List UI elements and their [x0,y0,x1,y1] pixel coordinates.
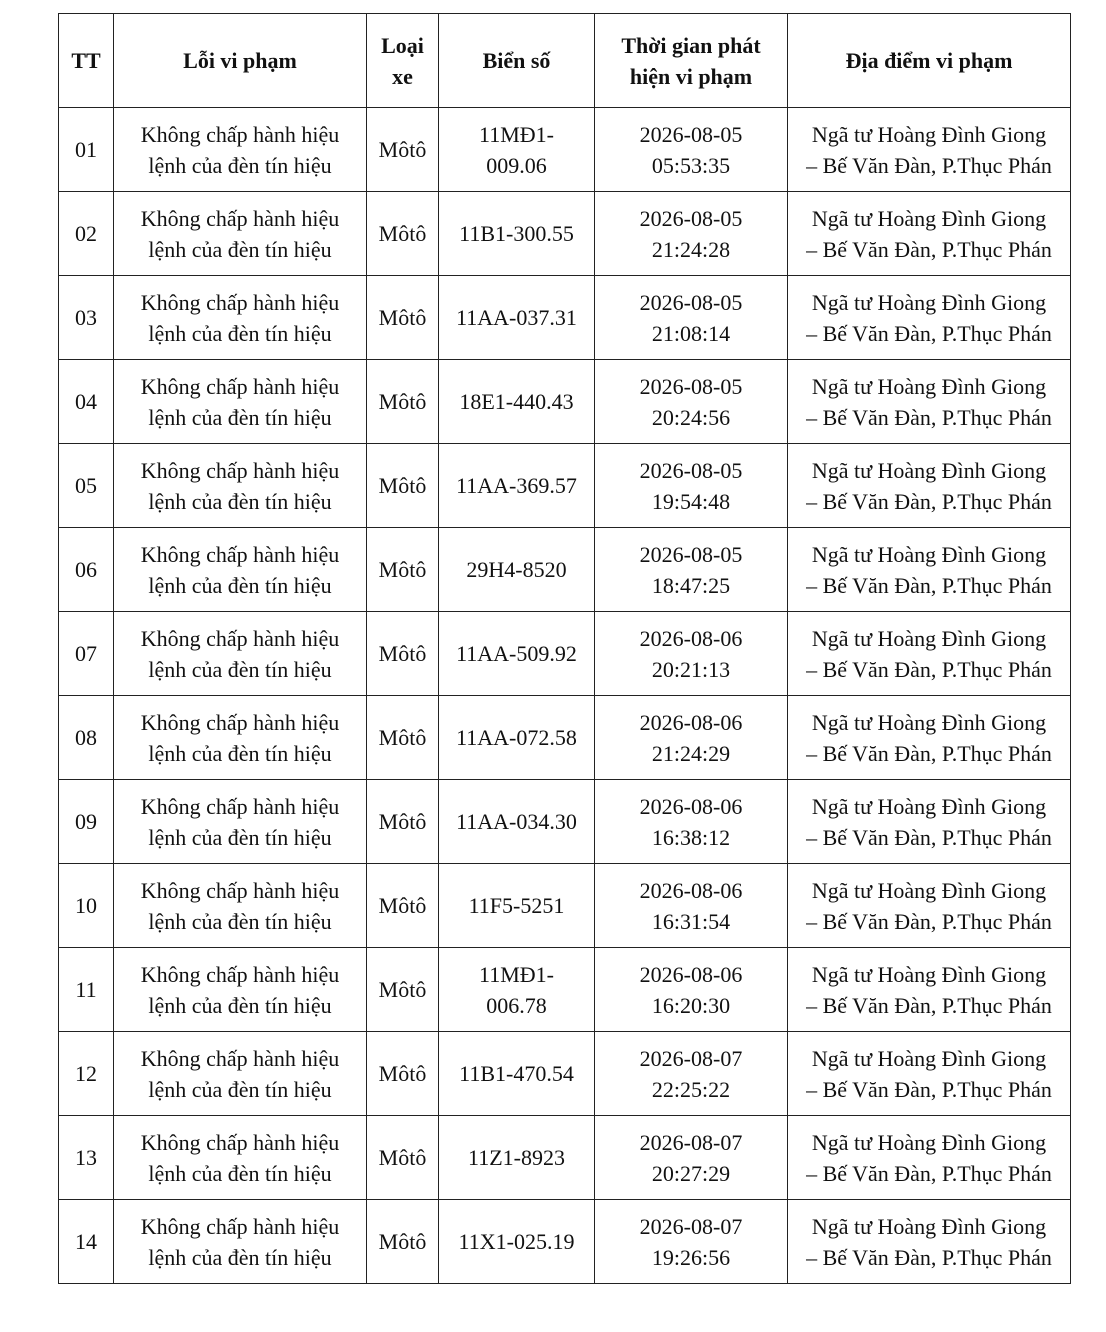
cell-time [595,1116,788,1200]
cell-location-line: Ngã tư Hoàng Đình Giong [811,625,1047,651]
table-row [59,864,1071,948]
cell-violation-line: Không chấp hành hiệu [140,709,340,735]
cell-date: 2026-08-06 [639,961,743,987]
cell-tt: 08 [59,696,114,780]
cell-location-line: Ngã tư Hoàng Đình Giong [811,541,1047,567]
cell-date: 2026-08-05 [639,541,743,567]
cell-location [788,192,1071,276]
cell-location-line: Ngã tư Hoàng Đình Giong [811,709,1047,735]
cell-tt: 04 [59,360,114,444]
cell-violation-line: lệnh của đèn tín hiệu [148,908,332,934]
cell-plate-line: 11AA-037.31 [456,305,577,330]
cell-plate-line: 11AA-034.30 [456,809,577,834]
cell-violation-line: Không chấp hành hiệu [140,625,340,651]
cell-time [595,1032,788,1116]
cell-location-line: – Bế Văn Đàn, P.Thục Phán [806,152,1052,178]
cell-violation [114,108,367,192]
cell-violation [114,192,367,276]
cell-vehicle-type: Môtô [367,1116,439,1200]
cell-clock: 21:08:14 [651,320,731,346]
table-row [59,528,1071,612]
cell-location-line: – Bế Văn Đàn, P.Thục Phán [806,236,1052,262]
cell-plate-line: 11Z1-8923 [468,1145,565,1170]
cell-violation [114,696,367,780]
cell-location [788,612,1071,696]
table-body [59,108,1071,1284]
cell-plate [439,276,595,360]
header-violation: Lỗi vi phạm [114,14,367,108]
cell-time [595,1200,788,1284]
cell-violation-line: lệnh của đèn tín hiệu [148,320,332,346]
table-row [59,108,1071,192]
cell-tt: 02 [59,192,114,276]
cell-location [788,360,1071,444]
header-row [59,14,1071,108]
cell-plate-line: 11AA-509.92 [456,641,577,666]
cell-plate [439,948,595,1032]
header-time [595,14,788,108]
cell-violation-line: Không chấp hành hiệu [140,1129,340,1155]
cell-vehicle-type: Môtô [367,1032,439,1116]
cell-date: 2026-08-06 [639,877,743,903]
cell-vehicle-type: Môtô [367,1200,439,1284]
cell-location-line: – Bế Văn Đàn, P.Thục Phán [806,908,1052,934]
cell-time [595,444,788,528]
cell-time [595,948,788,1032]
cell-date: 2026-08-05 [639,121,743,147]
cell-vehicle-type: Môtô [367,108,439,192]
cell-date: 2026-08-05 [639,373,743,399]
header-vehicle-type-line: xe [392,63,413,89]
cell-date: 2026-08-07 [639,1045,743,1071]
cell-vehicle-type: Môtô [367,276,439,360]
header-time-line: Thời gian phát [621,32,761,58]
cell-date: 2026-08-06 [639,625,743,651]
cell-violation [114,1200,367,1284]
cell-clock: 16:20:30 [651,992,731,1018]
header-tt: TT [59,14,114,108]
cell-violation-line: Không chấp hành hiệu [140,205,340,231]
cell-location-line: – Bế Văn Đàn, P.Thục Phán [806,320,1052,346]
cell-date: 2026-08-05 [639,205,743,231]
cell-time [595,696,788,780]
cell-location-line: Ngã tư Hoàng Đình Giong [811,205,1047,231]
cell-tt: 09 [59,780,114,864]
cell-location [788,864,1071,948]
cell-vehicle-type: Môtô [367,360,439,444]
cell-location-line: Ngã tư Hoàng Đình Giong [811,1213,1047,1239]
cell-clock: 05:53:35 [651,152,731,178]
cell-location [788,276,1071,360]
cell-date: 2026-08-06 [639,793,743,819]
header-vehicle-type-line: Loại [381,32,424,58]
cell-violation [114,444,367,528]
table-row [59,612,1071,696]
cell-plate-line: 11B1-470.54 [459,1061,574,1086]
cell-plate-line: 29H4-8520 [466,557,567,582]
cell-location-line: – Bế Văn Đàn, P.Thục Phán [806,1244,1052,1270]
cell-location [788,1032,1071,1116]
cell-plate [439,108,595,192]
cell-clock: 19:26:56 [651,1244,731,1270]
cell-plate [439,864,595,948]
cell-location-line: Ngã tư Hoàng Đình Giong [811,793,1047,819]
cell-plate [439,612,595,696]
cell-plate [439,1200,595,1284]
cell-tt: 14 [59,1200,114,1284]
cell-clock: 22:25:22 [651,1076,731,1102]
cell-location-line: – Bế Văn Đàn, P.Thục Phán [806,1076,1052,1102]
cell-plate-line: 11B1-300.55 [459,221,574,246]
cell-violation [114,612,367,696]
cell-tt: 01 [59,108,114,192]
cell-clock: 20:27:29 [651,1160,731,1186]
cell-violation [114,276,367,360]
table-row [59,360,1071,444]
cell-vehicle-type: Môtô [367,528,439,612]
cell-clock: 20:21:13 [651,656,731,682]
cell-tt: 12 [59,1032,114,1116]
cell-plate-line: 11AA-072.58 [456,725,577,750]
cell-location [788,1200,1071,1284]
cell-location-line: – Bế Văn Đàn, P.Thục Phán [806,824,1052,850]
cell-date: 2026-08-07 [639,1129,743,1155]
cell-location-line: Ngã tư Hoàng Đình Giong [811,961,1047,987]
cell-time [595,276,788,360]
cell-violation-line: lệnh của đèn tín hiệu [148,1076,332,1102]
cell-date: 2026-08-05 [639,289,743,315]
table-row [59,276,1071,360]
cell-violation [114,528,367,612]
cell-plate-line: 11MĐ1- [479,121,554,147]
cell-violation-line: Không chấp hành hiệu [140,541,340,567]
cell-plate [439,444,595,528]
cell-plate [439,360,595,444]
cell-location-line: – Bế Văn Đàn, P.Thục Phán [806,740,1052,766]
cell-plate [439,1032,595,1116]
cell-violation-line: Không chấp hành hiệu [140,1213,340,1239]
cell-time [595,192,788,276]
cell-location [788,108,1071,192]
cell-plate [439,192,595,276]
cell-plate-line: 11AA-369.57 [456,473,577,498]
cell-violation [114,948,367,1032]
cell-vehicle-type: Môtô [367,696,439,780]
cell-violation-line: lệnh của đèn tín hiệu [148,824,332,850]
table-row [59,780,1071,864]
cell-time [595,528,788,612]
cell-plate [439,528,595,612]
cell-location-line: Ngã tư Hoàng Đình Giong [811,877,1047,903]
cell-violation-line: Không chấp hành hiệu [140,1045,340,1071]
cell-violation-line: Không chấp hành hiệu [140,121,340,147]
cell-clock: 19:54:48 [651,488,731,514]
cell-violation-line: Không chấp hành hiệu [140,961,340,987]
table-row [59,192,1071,276]
cell-violation-line: Không chấp hành hiệu [140,373,340,399]
cell-clock: 21:24:29 [651,740,731,766]
cell-plate-line: 18E1-440.43 [459,389,574,414]
cell-violation-line: lệnh của đèn tín hiệu [148,404,332,430]
cell-vehicle-type: Môtô [367,612,439,696]
cell-violation-line: Không chấp hành hiệu [140,289,340,315]
cell-location-line: – Bế Văn Đàn, P.Thục Phán [806,488,1052,514]
cell-tt: 13 [59,1116,114,1200]
cell-clock: 21:24:28 [651,236,731,262]
cell-violation-line: Không chấp hành hiệu [140,457,340,483]
cell-clock: 16:38:12 [651,824,731,850]
table-row [59,1032,1071,1116]
cell-date: 2026-08-07 [639,1213,743,1239]
header-vehicle-type [367,14,439,108]
cell-time [595,780,788,864]
cell-violation-line: Không chấp hành hiệu [140,793,340,819]
cell-plate [439,696,595,780]
cell-violation-line: lệnh của đèn tín hiệu [148,236,332,262]
cell-violation-line: lệnh của đèn tín hiệu [148,488,332,514]
cell-violation-line: lệnh của đèn tín hiệu [148,1160,332,1186]
table-header [59,14,1071,108]
cell-plate-line: 11X1-025.19 [458,1229,575,1254]
header-location: Địa điểm vi phạm [788,14,1071,108]
cell-location-line: – Bế Văn Đàn, P.Thục Phán [806,404,1052,430]
table-row [59,696,1071,780]
table-row [59,1116,1071,1200]
cell-location-line: Ngã tư Hoàng Đình Giong [811,289,1047,315]
cell-location [788,780,1071,864]
cell-location-line: – Bế Văn Đàn, P.Thục Phán [806,1160,1052,1186]
cell-tt: 06 [59,528,114,612]
cell-violation-line: lệnh của đèn tín hiệu [148,572,332,598]
cell-location-line: Ngã tư Hoàng Đình Giong [811,373,1047,399]
cell-time [595,108,788,192]
violations-table [58,13,1071,1284]
cell-tt: 10 [59,864,114,948]
cell-plate-line: 11MĐ1- [479,961,554,987]
cell-location [788,948,1071,1032]
cell-vehicle-type: Môtô [367,192,439,276]
cell-clock: 18:47:25 [651,572,731,598]
cell-clock: 16:31:54 [651,908,731,934]
cell-vehicle-type: Môtô [367,948,439,1032]
cell-tt: 11 [59,948,114,1032]
cell-violation-line: lệnh của đèn tín hiệu [148,740,332,766]
table-row [59,948,1071,1032]
cell-date: 2026-08-05 [639,457,743,483]
table-row [59,444,1071,528]
cell-violation-line: Không chấp hành hiệu [140,877,340,903]
cell-plate [439,1116,595,1200]
cell-tt: 03 [59,276,114,360]
cell-plate-line: 006.78 [486,992,547,1018]
cell-vehicle-type: Môtô [367,864,439,948]
cell-tt: 07 [59,612,114,696]
cell-location [788,444,1071,528]
cell-violation [114,780,367,864]
header-time-line: hiện vi phạm [629,63,753,89]
cell-plate-line: 11F5-5251 [468,893,565,918]
cell-violation-line: lệnh của đèn tín hiệu [148,1244,332,1270]
cell-violation [114,1032,367,1116]
cell-time [595,612,788,696]
cell-violation-line: lệnh của đèn tín hiệu [148,992,332,1018]
cell-location [788,696,1071,780]
cell-location-line: Ngã tư Hoàng Đình Giong [811,1045,1047,1071]
cell-violation-line: lệnh của đèn tín hiệu [148,656,332,682]
cell-plate [439,780,595,864]
table-row [59,1200,1071,1284]
cell-time [595,360,788,444]
cell-location-line: Ngã tư Hoàng Đình Giong [811,457,1047,483]
cell-time [595,864,788,948]
cell-violation-line: lệnh của đèn tín hiệu [148,152,332,178]
header-plate: Biển số [439,14,595,108]
cell-plate-line: 009.06 [486,152,547,178]
cell-violation [114,1116,367,1200]
cell-tt: 05 [59,444,114,528]
cell-location-line: – Bế Văn Đàn, P.Thục Phán [806,656,1052,682]
cell-violation [114,864,367,948]
cell-location [788,1116,1071,1200]
cell-location-line: Ngã tư Hoàng Đình Giong [811,1129,1047,1155]
cell-location-line: Ngã tư Hoàng Đình Giong [811,121,1047,147]
cell-date: 2026-08-06 [639,709,743,735]
cell-clock: 20:24:56 [651,404,731,430]
cell-location-line: – Bế Văn Đàn, P.Thục Phán [806,992,1052,1018]
cell-vehicle-type: Môtô [367,444,439,528]
cell-vehicle-type: Môtô [367,780,439,864]
cell-violation [114,360,367,444]
cell-location-line: – Bế Văn Đàn, P.Thục Phán [806,572,1052,598]
cell-location [788,528,1071,612]
